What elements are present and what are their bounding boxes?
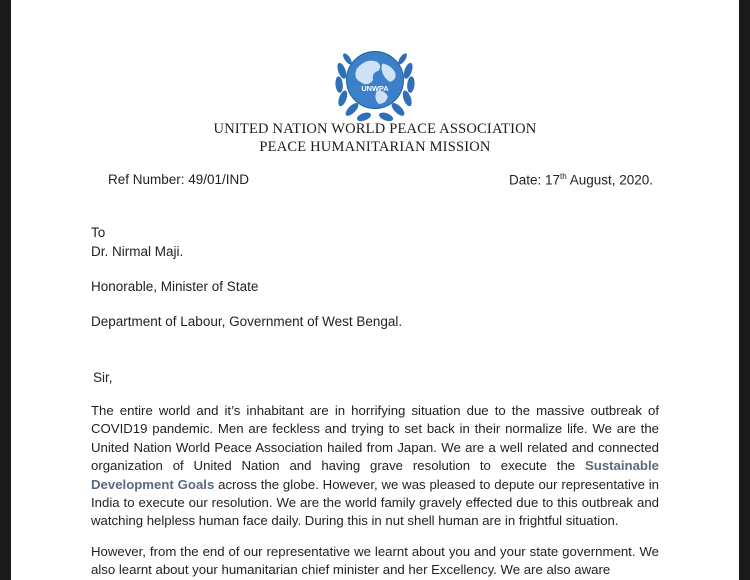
logo-text: UNWPA xyxy=(361,84,389,94)
paragraph-1-part-a: The entire world and it’s inhabitant are in horrifying situation due to the massive outbreak of COVID19 pandemic. Men are feckless and trying to set back in their normalize life. We are the United Nation World Peace Association hailed from Japan. We are a well related and connected organization of United Nation and having grave resolution to execute the xyxy=(91,403,659,474)
date-suffix: August, 2020. xyxy=(566,172,654,188)
date-superscript: th xyxy=(560,172,567,181)
to-label: To xyxy=(91,225,106,240)
recipient-name: Dr. Nirmal Maji. xyxy=(91,244,184,259)
salutation: Sir, xyxy=(93,370,113,385)
letter-page xyxy=(11,0,739,580)
organization-name: UNITED NATION WORLD PEACE ASSOCIATION xyxy=(213,121,537,137)
recipient-title: Honorable, Minister of State xyxy=(91,279,259,294)
paragraph-1-part-b: across the globe. However, we was pleased to depute our representative in India to execute our resolution. We are the world family gravely effected due to this outbreak and watching helpless human face daily. During this in nut shell human are in frightful situation. xyxy=(91,476,659,529)
sdg-highlight: Sustainable Development Goals xyxy=(91,458,659,492)
mission-name: PEACE HUMANITARIAN MISSION xyxy=(259,139,491,155)
date-prefix: Date: 17 xyxy=(509,172,561,188)
recipient-department: Department of Labour, Government of West Bengal. xyxy=(91,314,403,329)
un-emblem-logo xyxy=(329,34,421,126)
body-paragraph-1 xyxy=(91,402,659,531)
body-paragraph-2: However, from the end of our representative we learnt about you and your state government. We also learnt about your humanitarian chief minister and her Excellency. We are also aware xyxy=(91,544,659,578)
letter-date xyxy=(509,172,653,188)
reference-number: Ref Number: 49/01/IND xyxy=(108,172,250,187)
